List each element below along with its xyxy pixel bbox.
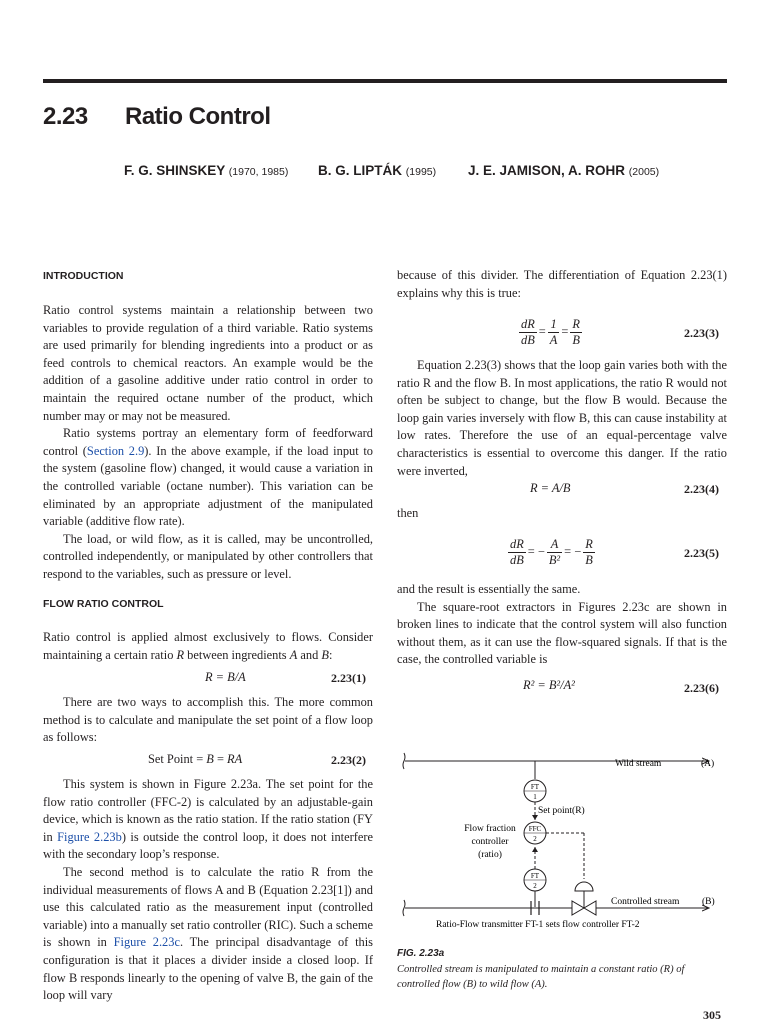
right-text-3 <box>397 581 727 669</box>
paragraph: Ratio control is applied almost exclusively to flows. Consider maintaining a certain ratio R between ingredients A and B: <box>43 630 373 662</box>
author-2 <box>318 163 436 178</box>
ffc-label-2: controller <box>471 837 509 847</box>
equation-number-3: 2.23(3) <box>684 326 719 340</box>
figure-caption-text: Controlled stream is manipulated to maintain a constant ratio (R) of controlled flow (B) to wild flow (A). <box>397 963 685 990</box>
equation-number-5: 2.23(5) <box>684 546 719 560</box>
figure-link[interactable]: Figure 2.23b <box>57 829 122 844</box>
equation-2: Set Point = B = RA <box>148 752 243 766</box>
equation-5: $\frac{dR}{dB}$ = − $\frac{A}{\text{B²}}$ = − $\frac{R}{B}$ <box>510 537 593 567</box>
equation-6: R² = B²/A² <box>523 678 575 692</box>
author-1 <box>124 163 288 178</box>
figure-caption <box>397 946 727 993</box>
introduction-heading: INTRODUCTION <box>43 270 124 282</box>
ffc2-number: 2 <box>533 835 537 843</box>
author-years: (2005) <box>628 166 660 178</box>
controlled-stream-label: Controlled stream <box>611 897 680 907</box>
right-text-2 <box>397 357 727 480</box>
ffc2-tag: FFC <box>528 825 542 833</box>
flow-text-3 <box>43 776 373 1005</box>
paragraph: and the result is essentially the same. <box>397 582 581 596</box>
ft1-number: 1 <box>533 793 537 801</box>
paragraph: because of this divider. The differentiation of Equation 2.23(1) explains why this is true: <box>397 268 727 300</box>
author-years: (1970, 1985) <box>228 166 289 178</box>
equation-1: R = B/A <box>205 670 246 684</box>
set-point-label: Set point(R) <box>538 806 585 816</box>
equation-number-1: 2.23(1) <box>331 671 366 685</box>
equation-3: $\frac{dR}{dB}$ = $\frac{1}{A}$ = $\frac{R}{B}$ <box>521 317 580 347</box>
equation-number-6: 2.23(6) <box>684 681 719 695</box>
right-text-1 <box>397 267 727 302</box>
paragraph: Equation 2.23(3) shows that the loop gain varies both with the ratio R and the flow B. In most applications, the ratio R would not often be subject to change, but the flow B would. Because the loop gain varies inversely with flow B, this can cause instability at low rates. Therefore the use of an equal-percentage valve characteristics is essential to overcome this danger. If the ratio were inverted, <box>397 358 727 478</box>
flow-text-2 <box>43 694 373 747</box>
page-number: 305 <box>703 1008 721 1022</box>
chapter-heading <box>43 103 270 131</box>
pipe-break-mark <box>403 900 405 916</box>
chapter-title: Ratio Control <box>125 103 271 130</box>
equation-4: R = A/B <box>530 481 571 495</box>
chapter-number: 2.23 <box>43 103 88 130</box>
equation-number-2: 2.23(2) <box>331 753 366 767</box>
paragraph: Ratio systems portray an elementary form of feedforward control (Section 2.9). In the above example, if the load input to the system (gasoline flow) changed, it would cause a variation in the controlled variable (octane number). This variation can be eliminated by an appropriate adjustment of the manipulated variable (additive flow rate). <box>43 426 373 529</box>
ft2-number: 2 <box>533 882 537 890</box>
paragraph: The second method is to calculate the ratio R from the individual measurements of flows A and B (Equation 2.23[1]) and use this calculated ratio as the measurement input (controlled variable) into a manually set ratio controller (RIC). Such a scheme is shown in Figure 2.23c. The principal disadvantage of this configuration is that it places a divider inside a closed loop. If flow B responds linearly to the opening of valve B, the gain of the loop will vary <box>43 864 373 1003</box>
section-link[interactable]: Section 2.9 <box>86 443 145 458</box>
author-3 <box>468 163 659 178</box>
flow-ratio-heading: FLOW RATIO CONTROL <box>43 598 164 610</box>
author-name: F. G. SHINSKEY <box>124 163 226 178</box>
paragraph: There are two ways to accomplish this. The more common method is to calculate and manipulate the set point of a flow loop as follows: <box>43 695 373 745</box>
then-text: then <box>397 506 419 520</box>
paragraph: This system is shown in Figure 2.23a. The set point for the flow ratio controller (FFC-2) is calculated by an adjustable-gain device, which is known as the ratio station. If the ratio station (FY in Figure 2.23b) is outside the control loop, it does not interfere with the secondary loop’s response. <box>43 777 373 862</box>
ft2-tag: FT <box>530 872 540 880</box>
equation-number-4: 2.23(4) <box>684 482 719 496</box>
author-name: B. G. LIPTÁK <box>318 163 402 178</box>
intro-text <box>43 302 373 584</box>
controlled-stream-tag: (B) <box>702 897 715 907</box>
ratio-control-diagram <box>397 745 727 940</box>
figure-label: FIG. 2.23a <box>397 948 445 959</box>
valve-actuator <box>575 882 593 891</box>
pipe-break-mark <box>403 753 405 769</box>
paragraph: The load, or wild flow, as it is called, may be uncontrolled, controlled independently, or manipulated by other controllers that respond to the variables, such as pressure or level. <box>43 531 373 581</box>
ffc-label-1: Flow fraction <box>464 824 516 834</box>
flow-text-1 <box>43 629 373 664</box>
wild-stream-label: Wild stream <box>615 759 662 769</box>
author-years: (1995) <box>405 166 437 178</box>
ft1-tag: FT <box>530 783 540 791</box>
paragraph: The square-root extractors in Figures 2.23c are shown in broken lines to indicate that the control system will also function without them, as it can use the flow-squared signals. If that is the case, the controlled variable is <box>397 599 727 667</box>
wild-stream-tag: (A) <box>701 759 715 769</box>
figure-bottom-label: Ratio-Flow transmitter FT-1 sets flow controller FT-2 <box>436 920 640 930</box>
paragraph: Ratio control systems maintain a relationship between two variables to provide regulation of a third variable. Ratio systems are used primarily for blending ingredients into a product or as feed controls to chemical reactors. An example would be the addition of a gasoline additive under ratio control in order to maintain the required octane number of the product, which number may or may not be measured. <box>43 303 373 423</box>
ffc-label-3: (ratio) <box>478 850 502 860</box>
author-name: J. E. JAMISON, A. ROHR <box>468 163 626 178</box>
top-rule <box>43 79 727 83</box>
figure-link[interactable]: Figure 2.23c <box>113 935 180 950</box>
